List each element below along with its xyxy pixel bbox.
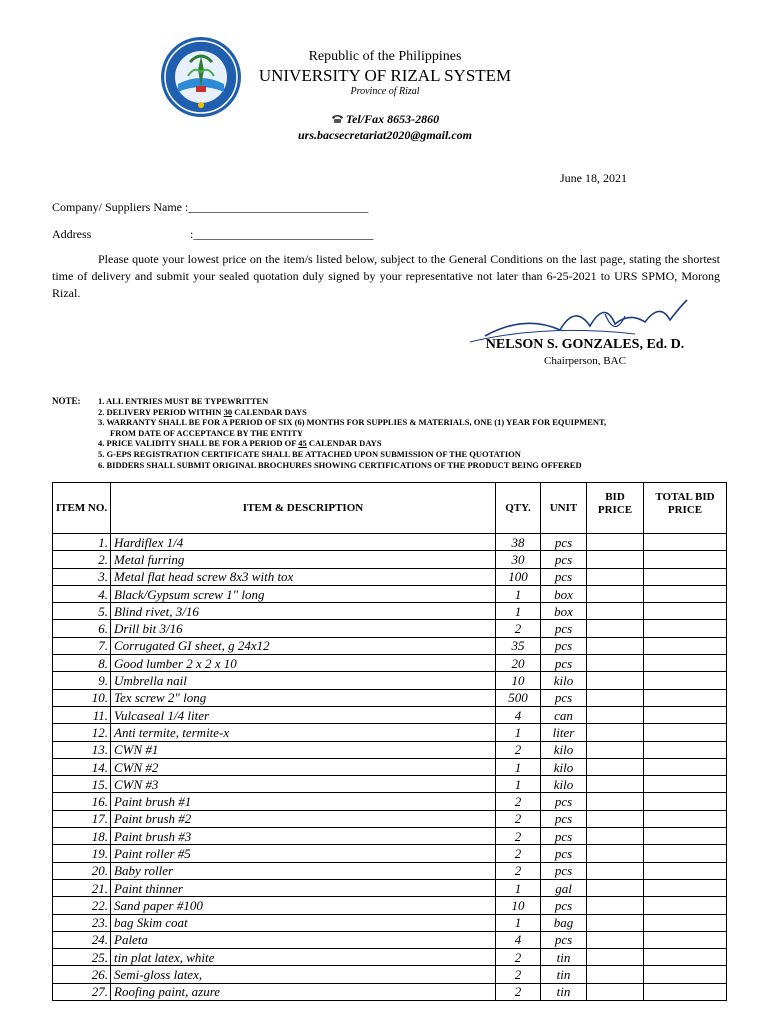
table-row [53, 741, 727, 758]
item-qty: 500 [496, 689, 541, 706]
item-number: 18. [53, 828, 111, 845]
total-bid-price-cell[interactable] [644, 810, 727, 827]
note-underlined-value: 45 [298, 438, 307, 449]
table-row [53, 637, 727, 654]
total-bid-price-cell[interactable] [644, 793, 727, 810]
item-qty: 38 [496, 534, 541, 551]
bid-price-cell[interactable] [587, 793, 644, 810]
bid-price-cell[interactable] [587, 879, 644, 896]
table-row [53, 655, 727, 672]
item-description: Paint thinner [111, 879, 496, 896]
table-row [53, 897, 727, 914]
bid-price-cell[interactable] [587, 672, 644, 689]
item-unit: bag [541, 914, 587, 931]
item-number: 12. [53, 724, 111, 741]
item-qty: 2 [496, 983, 541, 1000]
notes-list [98, 396, 606, 470]
table-row [53, 862, 727, 879]
bid-price-cell[interactable] [587, 568, 644, 585]
item-number: 23. [53, 914, 111, 931]
item-description: CWN #3 [111, 776, 496, 793]
item-number: 5. [53, 603, 111, 620]
total-bid-price-cell[interactable] [644, 551, 727, 568]
item-description: Paint roller #5 [111, 845, 496, 862]
item-number: 24. [53, 931, 111, 948]
item-unit: pcs [541, 845, 587, 862]
note-item [98, 449, 606, 460]
signatory-title: Chairperson, BAC [544, 355, 626, 367]
bid-price-cell[interactable] [587, 949, 644, 966]
item-unit: pcs [541, 637, 587, 654]
item-number: 25. [53, 949, 111, 966]
item-description: Semi-gloss latex, [111, 966, 496, 983]
table-row [53, 758, 727, 775]
republic-heading: Republic of the Philippines [308, 49, 462, 64]
total-bid-price-cell[interactable] [644, 776, 727, 793]
total-bid-price-cell[interactable] [644, 914, 727, 931]
item-qty: 2 [496, 966, 541, 983]
item-number: 13. [53, 741, 111, 758]
note-item [98, 438, 606, 449]
document-date: June 18, 2021 [560, 171, 627, 185]
item-qty: 1 [496, 758, 541, 775]
item-number: 20. [53, 862, 111, 879]
item-description: Anti termite, termite-x [111, 724, 496, 741]
item-number: 11. [53, 706, 111, 723]
item-unit: kilo [541, 776, 587, 793]
item-number: 10. [53, 689, 111, 706]
total-bid-price-cell[interactable] [644, 758, 727, 775]
item-unit: pcs [541, 828, 587, 845]
table-row [53, 724, 727, 741]
table-row [53, 931, 727, 948]
table-row [53, 585, 727, 602]
item-number: 19. [53, 845, 111, 862]
header-item-no: ITEM NO. [53, 483, 111, 534]
bid-price-cell[interactable] [587, 862, 644, 879]
address-label: Address [52, 227, 92, 241]
item-description: Baby roller [111, 862, 496, 879]
item-number: 22. [53, 897, 111, 914]
item-qty: 35 [496, 637, 541, 654]
item-qty: 1 [496, 724, 541, 741]
table-row [53, 568, 727, 585]
item-unit: pcs [541, 534, 587, 551]
item-description: Paint brush #3 [111, 828, 496, 845]
item-number: 15. [53, 776, 111, 793]
item-unit: tin [541, 949, 587, 966]
bid-price-cell[interactable] [587, 534, 644, 551]
note-underlined-value: 30 [223, 406, 233, 417]
address-blank-line: :______________________________ [190, 227, 374, 241]
item-description: Umbrella nail [111, 672, 496, 689]
total-bid-price-cell[interactable] [644, 706, 727, 723]
item-unit: pcs [541, 689, 587, 706]
item-qty: 2 [496, 741, 541, 758]
bid-price-cell[interactable] [587, 585, 644, 602]
table-row [53, 828, 727, 845]
item-unit: pcs [541, 568, 587, 585]
item-qty: 2 [496, 845, 541, 862]
header-total-bid-price: TOTAL BID PRICE [644, 483, 727, 534]
item-number: 1. [53, 534, 111, 551]
total-bid-price-cell[interactable] [644, 845, 727, 862]
header-bid-price: BID PRICE [587, 483, 644, 534]
item-qty: 2 [496, 949, 541, 966]
note-item [98, 396, 606, 407]
total-bid-price-cell[interactable] [644, 672, 727, 689]
phone-icon [331, 114, 344, 124]
item-qty: 100 [496, 568, 541, 585]
total-bid-price-cell[interactable] [644, 966, 727, 983]
table-row [53, 966, 727, 983]
item-number: 14. [53, 758, 111, 775]
bid-price-cell[interactable] [587, 828, 644, 845]
items-table [52, 482, 727, 1001]
note-text: FROM DATE OF ACCEPTANCE BY THE ENTITY [110, 427, 304, 438]
bid-price-cell[interactable] [587, 931, 644, 948]
note-text: 4. PRICE VALIDITY SHALL BE FOR A PERIOD OF [98, 438, 299, 449]
item-description: Paint brush #1 [111, 793, 496, 810]
bid-price-cell[interactable] [587, 983, 644, 1000]
item-qty: 2 [496, 620, 541, 637]
note-text: 3. WARRANTY SHALL BE FOR A PERIOD OF SIX (6) MONTHS FOR SUPPLIES & MATERIALS, ONE (1) YEAR FOR EQUIPMENT, [98, 417, 607, 428]
item-qty: 10 [496, 672, 541, 689]
table-row [53, 879, 727, 896]
table-row [53, 810, 727, 827]
table-row [53, 793, 727, 810]
total-bid-price-cell[interactable] [644, 741, 727, 758]
total-bid-price-cell[interactable] [644, 897, 727, 914]
item-description: Corrugated GI sheet, g 24x12 [111, 637, 496, 654]
item-description: Black/Gypsum screw 1" long [111, 585, 496, 602]
item-qty: 1 [496, 603, 541, 620]
table-row [53, 914, 727, 931]
telfax-line [0, 112, 770, 127]
item-unit: pcs [541, 810, 587, 827]
item-description: CWN #2 [111, 758, 496, 775]
item-description: Sand paper #100 [111, 897, 496, 914]
total-bid-price-cell[interactable] [644, 724, 727, 741]
item-description: Metal furring [111, 551, 496, 568]
total-bid-price-cell[interactable] [644, 603, 727, 620]
item-number: 4. [53, 585, 111, 602]
item-unit: pcs [541, 551, 587, 568]
item-qty: 4 [496, 706, 541, 723]
total-bid-price-cell[interactable] [644, 585, 727, 602]
signatory-name: NELSON S. GONZALES, Ed. D. [485, 337, 685, 352]
item-unit: gal [541, 879, 587, 896]
bid-price-cell[interactable] [587, 655, 644, 672]
bid-price-cell[interactable] [587, 845, 644, 862]
bid-price-cell[interactable] [587, 603, 644, 620]
bid-price-cell[interactable] [587, 897, 644, 914]
table-row [53, 706, 727, 723]
item-description: Tex screw 2" long [111, 689, 496, 706]
item-qty: 1 [496, 585, 541, 602]
total-bid-price-cell[interactable] [644, 655, 727, 672]
item-number: 17. [53, 810, 111, 827]
item-description: Good lumber 2 x 2 x 10 [111, 655, 496, 672]
item-qty: 20 [496, 655, 541, 672]
header-qty: QTY. [496, 483, 541, 534]
item-qty: 30 [496, 551, 541, 568]
note-text-suffix: CALENDAR DAYS [306, 438, 382, 449]
item-number: 8. [53, 655, 111, 672]
province-subtitle: Province of Rizal [350, 86, 420, 97]
item-qty: 2 [496, 793, 541, 810]
table-row [53, 949, 727, 966]
bid-price-cell[interactable] [587, 914, 644, 931]
item-number: 7. [53, 637, 111, 654]
item-unit: tin [541, 966, 587, 983]
bid-price-cell[interactable] [587, 810, 644, 827]
table-row [53, 845, 727, 862]
bid-price-cell[interactable] [587, 966, 644, 983]
item-number: 6. [53, 620, 111, 637]
total-bid-price-cell[interactable] [644, 828, 727, 845]
bid-price-cell[interactable] [587, 551, 644, 568]
table-row [53, 551, 727, 568]
total-bid-price-cell[interactable] [644, 879, 727, 896]
item-number: 27. [53, 983, 111, 1000]
bid-price-cell[interactable] [587, 689, 644, 706]
total-bid-price-cell[interactable] [644, 862, 727, 879]
item-unit: can [541, 706, 587, 723]
total-bid-price-cell[interactable] [644, 689, 727, 706]
company-name-field: Company/ Suppliers Name :______________________________ [52, 200, 369, 214]
item-description: Paint brush #2 [111, 810, 496, 827]
item-unit: pcs [541, 793, 587, 810]
total-bid-price-cell[interactable] [644, 620, 727, 637]
item-unit: box [541, 585, 587, 602]
note-text: 1. ALL ENTRIES MUST BE TYPEWRITTEN [98, 396, 269, 406]
table-row [53, 603, 727, 620]
item-description: CWN #1 [111, 741, 496, 758]
email-line: urs.bacsecretariat2020@gmail.com [298, 128, 472, 142]
item-description: tin plat latex, white [111, 949, 496, 966]
table-row [53, 983, 727, 1000]
bid-price-cell[interactable] [587, 758, 644, 775]
bid-price-cell[interactable] [587, 706, 644, 723]
item-qty: 2 [496, 810, 541, 827]
bid-price-cell[interactable] [587, 741, 644, 758]
item-unit: pcs [541, 655, 587, 672]
total-bid-price-cell[interactable] [644, 568, 727, 585]
item-description: Roofing paint, azure [111, 983, 496, 1000]
note-item [98, 417, 606, 428]
total-bid-price-cell[interactable] [644, 534, 727, 551]
total-bid-price-cell[interactable] [644, 949, 727, 966]
item-unit: kilo [541, 741, 587, 758]
header-unit: UNIT [541, 483, 587, 534]
item-unit: pcs [541, 862, 587, 879]
item-number: 9. [53, 672, 111, 689]
total-bid-price-cell[interactable] [644, 983, 727, 1000]
item-qty: 1 [496, 776, 541, 793]
address-field [52, 227, 374, 242]
table-row [53, 689, 727, 706]
note-label: NOTE: [52, 396, 81, 406]
total-bid-price-cell[interactable] [644, 931, 727, 948]
item-description: Hardiflex 1/4 [111, 534, 496, 551]
item-number: 3. [53, 568, 111, 585]
item-number: 21. [53, 879, 111, 896]
table-row [53, 776, 727, 793]
item-unit: liter [541, 724, 587, 741]
note-text: 6. BIDDERS SHALL SUBMIT ORIGINAL BROCHURES SHOWING CERTIFICATIONS OF THE PRODUCT BEING OFFERED [98, 459, 582, 470]
table-row [53, 620, 727, 637]
item-unit: tin [541, 983, 587, 1000]
table-header-row [53, 483, 727, 534]
bid-price-cell[interactable] [587, 724, 644, 741]
item-unit: box [541, 603, 587, 620]
note-item [98, 460, 606, 471]
note-item [98, 407, 606, 418]
item-qty: 4 [496, 931, 541, 948]
table-row [53, 672, 727, 689]
item-qty: 10 [496, 897, 541, 914]
item-qty: 2 [496, 828, 541, 845]
total-bid-price-cell[interactable] [644, 637, 727, 654]
item-unit: kilo [541, 758, 587, 775]
intro-paragraph: Please quote your lowest price on the item/s listed below, subject to the General Conditions on the last page, stating the shortest time of delivery and submit your sealed quotation duly signed by your representative not later than 6-25-2021 to URS SPMO, Morong Rizal. [52, 252, 720, 300]
note-item [98, 428, 606, 439]
bid-price-cell[interactable] [587, 776, 644, 793]
item-unit: kilo [541, 672, 587, 689]
bid-price-cell[interactable] [587, 620, 644, 637]
item-description: Metal flat head screw 8x3 with tox [111, 568, 496, 585]
telfax-text: Tel/Fax 8653-2860 [345, 112, 440, 126]
note-text: 2. DELIVERY PERIOD WITHIN [98, 406, 224, 417]
item-unit: pcs [541, 931, 587, 948]
note-text: 5. G-EPS REGISTRATION CERTIFICATE SHALL BE ATTACHED UPON SUBMISSION OF THE QUOTATION [98, 448, 521, 459]
item-description: bag Skim coat [111, 914, 496, 931]
item-number: 26. [53, 966, 111, 983]
item-unit: pcs [541, 897, 587, 914]
table-row [53, 534, 727, 551]
item-description: Blind rivet, 3/16 [111, 603, 496, 620]
university-name: UNIVERSITY OF RIZAL SYSTEM [258, 66, 512, 85]
item-number: 2. [53, 551, 111, 568]
note-text-suffix: CALENDAR DAYS [232, 406, 307, 417]
item-qty: 1 [496, 914, 541, 931]
item-unit: pcs [541, 620, 587, 637]
item-number: 16. [53, 793, 111, 810]
item-qty: 2 [496, 862, 541, 879]
item-description: Vulcaseal 1/4 liter [111, 706, 496, 723]
item-description: Paleta [111, 931, 496, 948]
item-qty: 1 [496, 879, 541, 896]
item-description: Drill bit 3/16 [111, 620, 496, 637]
header-description: ITEM & DESCRIPTION [111, 483, 496, 534]
bid-price-cell[interactable] [587, 637, 644, 654]
